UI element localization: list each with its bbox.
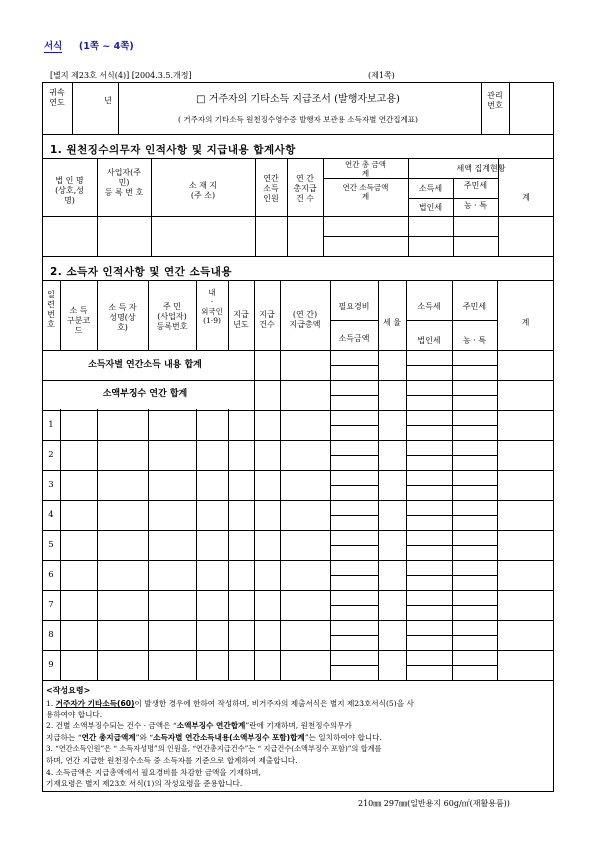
s2-foreign-header: 내 · 외국인 (1·9) <box>201 288 223 326</box>
divider <box>330 320 378 321</box>
row-divider <box>42 680 554 681</box>
row-subdivider <box>406 575 497 576</box>
mgmt-label: 관리 번호 <box>487 91 503 110</box>
s1-income-tax-header: 소득세 <box>418 184 443 193</box>
row-divider <box>42 440 554 441</box>
s1-resident-tax-header: 주민세 <box>463 181 488 190</box>
row-number: 4 <box>48 510 54 520</box>
note-2-cont: 지급하는 “연간 총지급액계”와 “소득자별 연간소득내용(소액부징수 포함)합계”는 일치하여야 합니다. <box>46 733 382 742</box>
s2-payee-header: 소 득 자 성명(상 호) <box>108 303 137 332</box>
form-link[interactable] <box>44 38 134 52</box>
form-title: □ 거주자의 기타소득 지급조서 (발행자보고용) <box>196 94 400 105</box>
s1-total-header: 계 <box>522 193 530 202</box>
row-subdivider <box>330 455 378 456</box>
row-subdivider <box>406 545 497 546</box>
summary-subdivider <box>406 395 497 396</box>
divider <box>42 410 554 411</box>
s2-expense-header: 필요경비 <box>338 302 370 311</box>
row-subdivider <box>406 665 497 666</box>
row-number: 9 <box>48 660 54 670</box>
s1-corp-tax-header: 법인세 <box>418 203 443 212</box>
row-subdivider <box>330 665 378 666</box>
paper-spec: 210㎜ 297㎜(일반용지 60g/㎡(재활용품)) <box>358 799 510 808</box>
form-link-pages: (1쪽 ~ 4쪽) <box>78 41 134 52</box>
s2-rural-header: 농 · 특 <box>462 336 487 345</box>
divider <box>509 82 510 134</box>
divider <box>42 380 554 381</box>
year-unit: 년 <box>104 96 112 105</box>
row-divider <box>42 620 554 621</box>
s2-code-header: 소 득 구분코 드 <box>66 306 91 335</box>
row-subdivider <box>406 635 497 636</box>
s2-income-tax-header: 소득세 <box>417 302 441 311</box>
row-subdivider <box>330 605 378 606</box>
row-subdivider <box>406 455 497 456</box>
row-subdivider <box>330 485 378 486</box>
divider <box>118 82 119 134</box>
row-subdivider <box>406 605 497 606</box>
s2-year-header: 지급 년도 <box>233 310 249 329</box>
row-number: 6 <box>48 570 54 580</box>
divider <box>151 158 152 256</box>
row-subdivider <box>330 545 378 546</box>
section2-heading: 2. 소득자 인적사항 및 연간 소득내용 <box>50 266 233 278</box>
divider <box>287 158 288 256</box>
form-number: [별지 제23호 서식(4)] [2004.3.5.개정] <box>50 71 192 80</box>
row-number: 5 <box>48 540 54 550</box>
row-subdivider <box>406 425 497 426</box>
divider <box>323 236 498 237</box>
divider <box>72 82 73 134</box>
divider <box>255 158 256 256</box>
row-divider <box>42 650 554 651</box>
row-subdivider <box>330 425 378 426</box>
exempt-row-label: 소액부징수 연간 합계 <box>102 389 188 399</box>
note-1-cont: 용하여야 합니다. <box>46 710 103 719</box>
summary-subdivider <box>406 365 497 366</box>
row-divider <box>42 500 554 501</box>
row-subdivider <box>406 485 497 486</box>
row-number: 1 <box>48 420 54 430</box>
note-3: 3. “연간소득인원”은 “ 소득자성명”의 인원을, “연간총지급건수”는 “ 지급건수(소액부징수 포함)”의 합계를 <box>46 744 382 753</box>
note-4-cont: 기재요령은 별지 제23호 서식(1)의 작성요령을 준용합니다. <box>46 779 243 788</box>
s2-rate-header: 세 율 <box>383 318 401 327</box>
s1-count-header: 연 간 총지급 건 수 <box>293 174 317 203</box>
page-number: (제1쪽) <box>368 71 395 80</box>
s2-pay-total-header: (연 간) 지급총액 <box>289 310 321 329</box>
divider <box>406 320 497 321</box>
row-number: 8 <box>48 630 54 640</box>
s2-serial-header: 일 련 번 호 <box>47 290 55 329</box>
note-3-cont: 하며, 연간 지급한 원천징수소득 중 소득자를 기준으로 합계하여 제출합니다. <box>46 756 298 765</box>
s2-resident-tax-header: 주민세 <box>462 302 487 311</box>
note-4: 4. 소득금액은 지급총액에서 필요경비를 차감한 금액을 기재하며, <box>46 768 261 777</box>
s1-persons-header: 연간 소득 인원 <box>263 174 279 203</box>
sum-row-label: 소득자별 연간소득 내용 합계 <box>88 360 202 370</box>
s1-name-header: 법 인 명 (상호,성 명) <box>55 176 84 205</box>
divider <box>408 198 498 199</box>
divider <box>42 256 554 257</box>
s2-corp-tax-header: 법인세 <box>417 336 441 345</box>
s1-bizno-header: 사업자(주 민) 등 록 번 호 <box>104 168 144 197</box>
year-label: 귀속 연도 <box>49 88 65 107</box>
note-1: 1. 거주자가 기타소득(60)이 발생한 경우에 한하여 작성하며, 비거주자의 제출서식은 별지 제23호서식(5)을 사 <box>46 699 414 708</box>
row-number: 3 <box>48 480 54 490</box>
divider <box>42 280 554 281</box>
section1-heading: 1. 원천징수의무자 인적사항 및 지급내용 합계사항 <box>50 144 296 156</box>
s2-idno-header: 주 민 (사업자) 등록번호 <box>156 302 188 331</box>
s2-count-header: 지급 건수 <box>259 310 275 329</box>
notes-heading: <작성요령> <box>46 685 91 695</box>
row-subdivider <box>406 515 497 516</box>
s1-total-amount-header: 연간 총 금액 계 <box>345 160 386 179</box>
row-subdivider <box>330 515 378 516</box>
form-subtitle: ( 거주자의 기타소득 원천징수영수증 발행자 보관용 소득자별 연간집계표) <box>178 115 418 124</box>
row-number: 7 <box>48 600 54 610</box>
row-divider <box>42 590 554 591</box>
s2-total-header: 계 <box>521 318 530 327</box>
row-number: 2 <box>48 450 54 460</box>
s1-rural-header: 농 · 특 <box>463 201 488 210</box>
row-subdivider <box>330 635 378 636</box>
divider <box>42 216 554 217</box>
form-link-label: 서식 <box>44 41 63 52</box>
summary-subdivider <box>330 365 378 366</box>
s1-address-header: 소 재 지 (주 소) <box>188 181 218 200</box>
summary-subdivider <box>330 395 378 396</box>
note-2: 2. 건별 소액부징수되는 건수 · 금액은 “소액부징수 연간합계”란에 기재하며, 원천징수의무가 <box>46 721 352 730</box>
row-divider <box>42 530 554 531</box>
row-subdivider <box>330 575 378 576</box>
s1-income-header: 연간 소득금액 계 <box>342 183 389 202</box>
divider <box>42 158 554 159</box>
row-divider <box>42 560 554 561</box>
divider <box>42 134 554 135</box>
s1-tax-summary-header: 세액 집계현황 <box>456 164 506 173</box>
row-divider <box>42 470 554 471</box>
s2-income-header: 소득금액 <box>338 334 370 343</box>
